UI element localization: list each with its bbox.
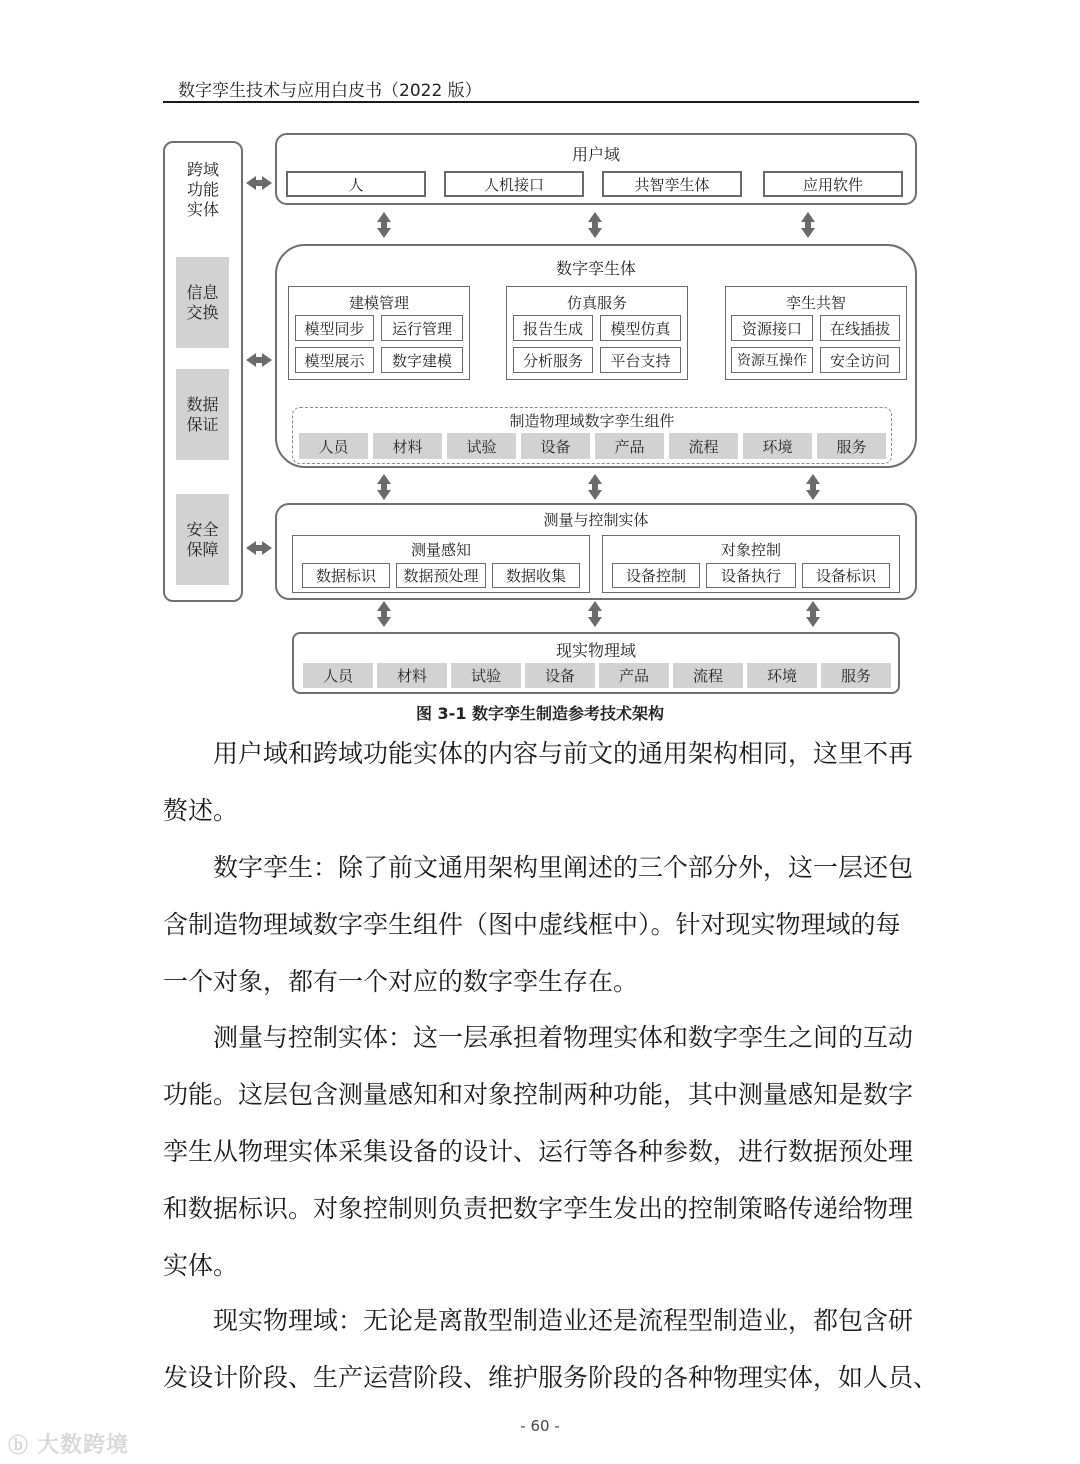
text-line: 实体。 [163, 1251, 239, 1280]
text-line: 和数据标识。对象控制则负责把数字孪生发出的控制策略传递给物理 [163, 1194, 914, 1223]
simulation-item: 报告生成 [513, 315, 593, 341]
cross-domain-item: 数据 保证 [176, 369, 229, 460]
modeling-item: 模型展示 [295, 347, 374, 373]
physical-item: 流程 [673, 663, 743, 688]
user-domain-item: 人 [286, 171, 426, 197]
text-line: 发设计阶段、生产运营阶段、维护服务阶段的各种物理实体，如人员、 [163, 1363, 939, 1392]
sensing-item: 数据预处理 [396, 563, 486, 588]
modeling-item: 数字建模 [381, 347, 463, 373]
simulation-item: 模型仿真 [600, 315, 681, 341]
text-line: 含制造物理域数字孪生组件（图中虚线框中）。针对现实物理域的每 [163, 910, 901, 939]
watermark-text: 大数跨境 [36, 1433, 129, 1458]
control-item: 设备执行 [706, 563, 796, 588]
user-domain-item: 人机接口 [444, 171, 584, 197]
twin-component: 人员 [299, 433, 368, 459]
twin-components-title: 制造物理域数字孪生组件 [509, 412, 675, 430]
simulation-title: 仿真服务 [566, 294, 627, 312]
simulation-item: 平台支持 [600, 347, 681, 373]
physical-item: 试验 [451, 663, 521, 688]
user-domain-item: 共智孪生体 [602, 171, 742, 197]
co-intel-item: 资源接口 [731, 315, 813, 341]
modeling-item: 模型同步 [295, 315, 374, 341]
physical-item: 设备 [525, 663, 595, 688]
sensing-title: 测量感知 [410, 541, 471, 559]
user-domain-title: 用户域 [571, 145, 620, 164]
measure-control-title: 测量与控制实体 [543, 511, 649, 529]
text-line: 赘述。 [163, 796, 239, 825]
sensing-item: 数据标识 [302, 563, 390, 588]
modeling-title: 建模管理 [348, 294, 409, 312]
paragraph-4 [163, 1292, 939, 1406]
twin-component: 服务 [817, 433, 886, 459]
user-domain-item: 应用软件 [763, 171, 903, 197]
cross-domain-item: 信息 交换 [176, 257, 229, 348]
twin-component: 材料 [373, 433, 442, 459]
cross-domain-title: 跨域 功能 实体 [186, 160, 219, 219]
watermark-logo-icon: ⓑ [8, 1433, 37, 1457]
paragraph-1 [163, 725, 923, 839]
control-title: 对象控制 [720, 541, 781, 559]
twin-component: 环境 [743, 433, 812, 459]
twin-component: 设备 [521, 433, 590, 459]
text-line: 数字孪生：除了前文通用架构里阐述的三个部分外，这一层还包 [213, 853, 914, 882]
co-intel-item: 安全访问 [820, 347, 900, 373]
sensing-item: 数据收集 [492, 563, 580, 588]
text-line: 一个对象，都有一个对应的数字孪生存在。 [163, 967, 639, 996]
architecture-figure [0, 0, 1080, 730]
co-intel-item: 在线插拔 [820, 315, 900, 341]
paragraph-2 [163, 839, 923, 1010]
running-header: 数字孪生技术与应用白皮书（2022 版） [178, 81, 482, 101]
twin-component: 试验 [447, 433, 516, 459]
text-line: 用户域和跨域功能实体的内容与前文的通用架构相同，这里不再 [213, 739, 914, 768]
twin-component: 流程 [669, 433, 738, 459]
figure-caption: 图 3-1 数字孪生制造参考技术架构 [415, 704, 665, 723]
paragraph-3 [163, 1009, 923, 1294]
physical-domain-title: 现实物理域 [555, 641, 636, 660]
physical-item: 环境 [747, 663, 817, 688]
co-intel-item: 资源互操作 [731, 347, 813, 373]
physical-item: 产品 [599, 663, 669, 688]
physical-item: 服务 [821, 663, 891, 688]
co-intel-title: 孪生共智 [785, 294, 846, 312]
control-item: 设备标识 [802, 563, 890, 588]
text-line: 测量与控制实体：这一层承担着物理实体和数字孪生之间的互动 [213, 1023, 914, 1052]
text-line: 功能。这层包含测量感知和对象控制两种功能，其中测量感知是数字 [163, 1080, 914, 1109]
cross-domain-item: 安全 保障 [176, 494, 229, 585]
page-number: - 60 - [520, 1417, 560, 1435]
simulation-item: 分析服务 [513, 347, 593, 373]
control-item: 设备控制 [612, 563, 700, 588]
text-line: 现实物理域：无论是离散型制造业还是流程型制造业，都包含研 [213, 1306, 914, 1335]
digital-twin-title: 数字孪生体 [555, 259, 636, 278]
physical-item: 材料 [377, 663, 447, 688]
physical-item: 人员 [303, 663, 373, 688]
modeling-item: 运行管理 [381, 315, 463, 341]
text-line: 孪生从物理实体采集设备的设计、运行等各种参数，进行数据预处理 [163, 1137, 914, 1166]
watermark [8, 1428, 129, 1459]
twin-component: 产品 [595, 433, 664, 459]
